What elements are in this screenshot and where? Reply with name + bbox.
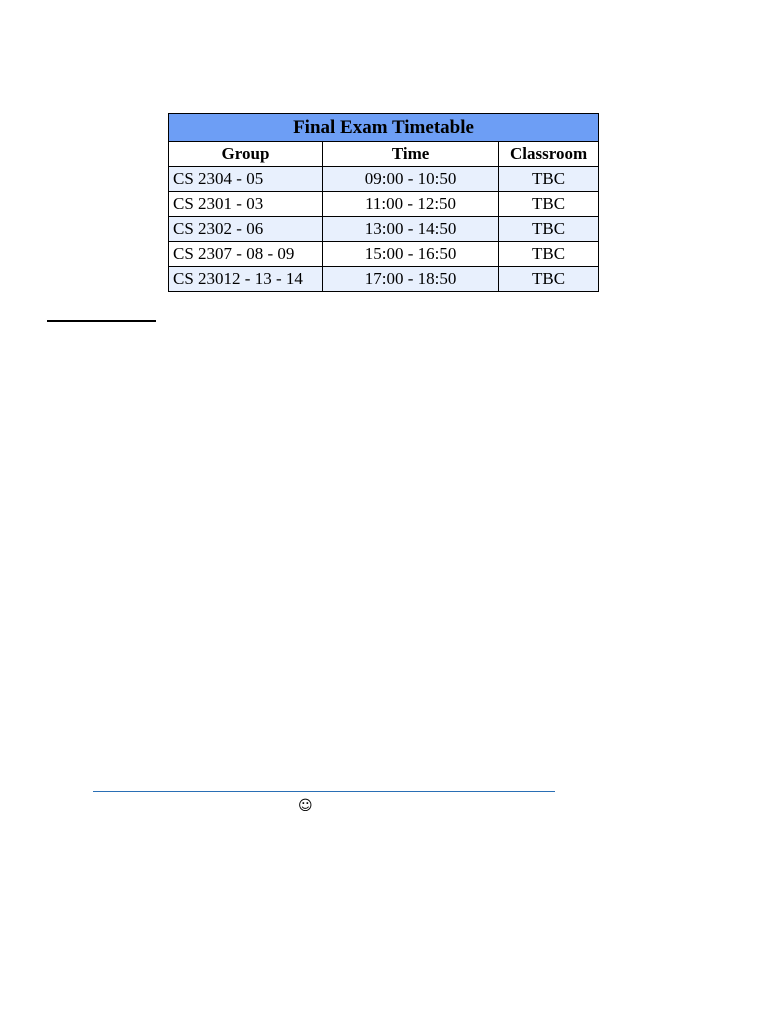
classroom-cell: TBC [499, 217, 599, 242]
time-cell: 17:00 - 18:50 [322, 267, 498, 292]
column-header-time: Time [322, 142, 498, 167]
group-cell: CS 2304 - 05 [169, 167, 323, 192]
table-row [169, 267, 599, 292]
table-row [169, 167, 599, 192]
classroom-cell: TBC [499, 242, 599, 267]
table-title-row [169, 114, 599, 142]
footnote-divider [93, 791, 555, 792]
time-cell: 11:00 - 12:50 [322, 192, 498, 217]
table-header-row [169, 142, 599, 167]
group-cell: CS 2301 - 03 [169, 192, 323, 217]
classroom-cell: TBC [499, 192, 599, 217]
time-cell: 15:00 - 16:50 [322, 242, 498, 267]
final-exam-timetable [168, 113, 599, 292]
group-cell: CS 2307 - 08 - 09 [169, 242, 323, 267]
classroom-cell: TBC [499, 267, 599, 292]
column-header-group: Group [169, 142, 323, 167]
table-row [169, 192, 599, 217]
section-divider [47, 320, 156, 322]
table-row [169, 217, 599, 242]
classroom-cell: TBC [499, 167, 599, 192]
column-header-classroom: Classroom [499, 142, 599, 167]
smiley-icon: ☺ [298, 798, 313, 814]
group-cell: CS 2302 - 06 [169, 217, 323, 242]
table-row [169, 242, 599, 267]
table-title: Final Exam Timetable [169, 114, 599, 142]
group-cell: CS 23012 - 13 - 14 [169, 267, 323, 292]
time-cell: 09:00 - 10:50 [322, 167, 498, 192]
time-cell: 13:00 - 14:50 [322, 217, 498, 242]
